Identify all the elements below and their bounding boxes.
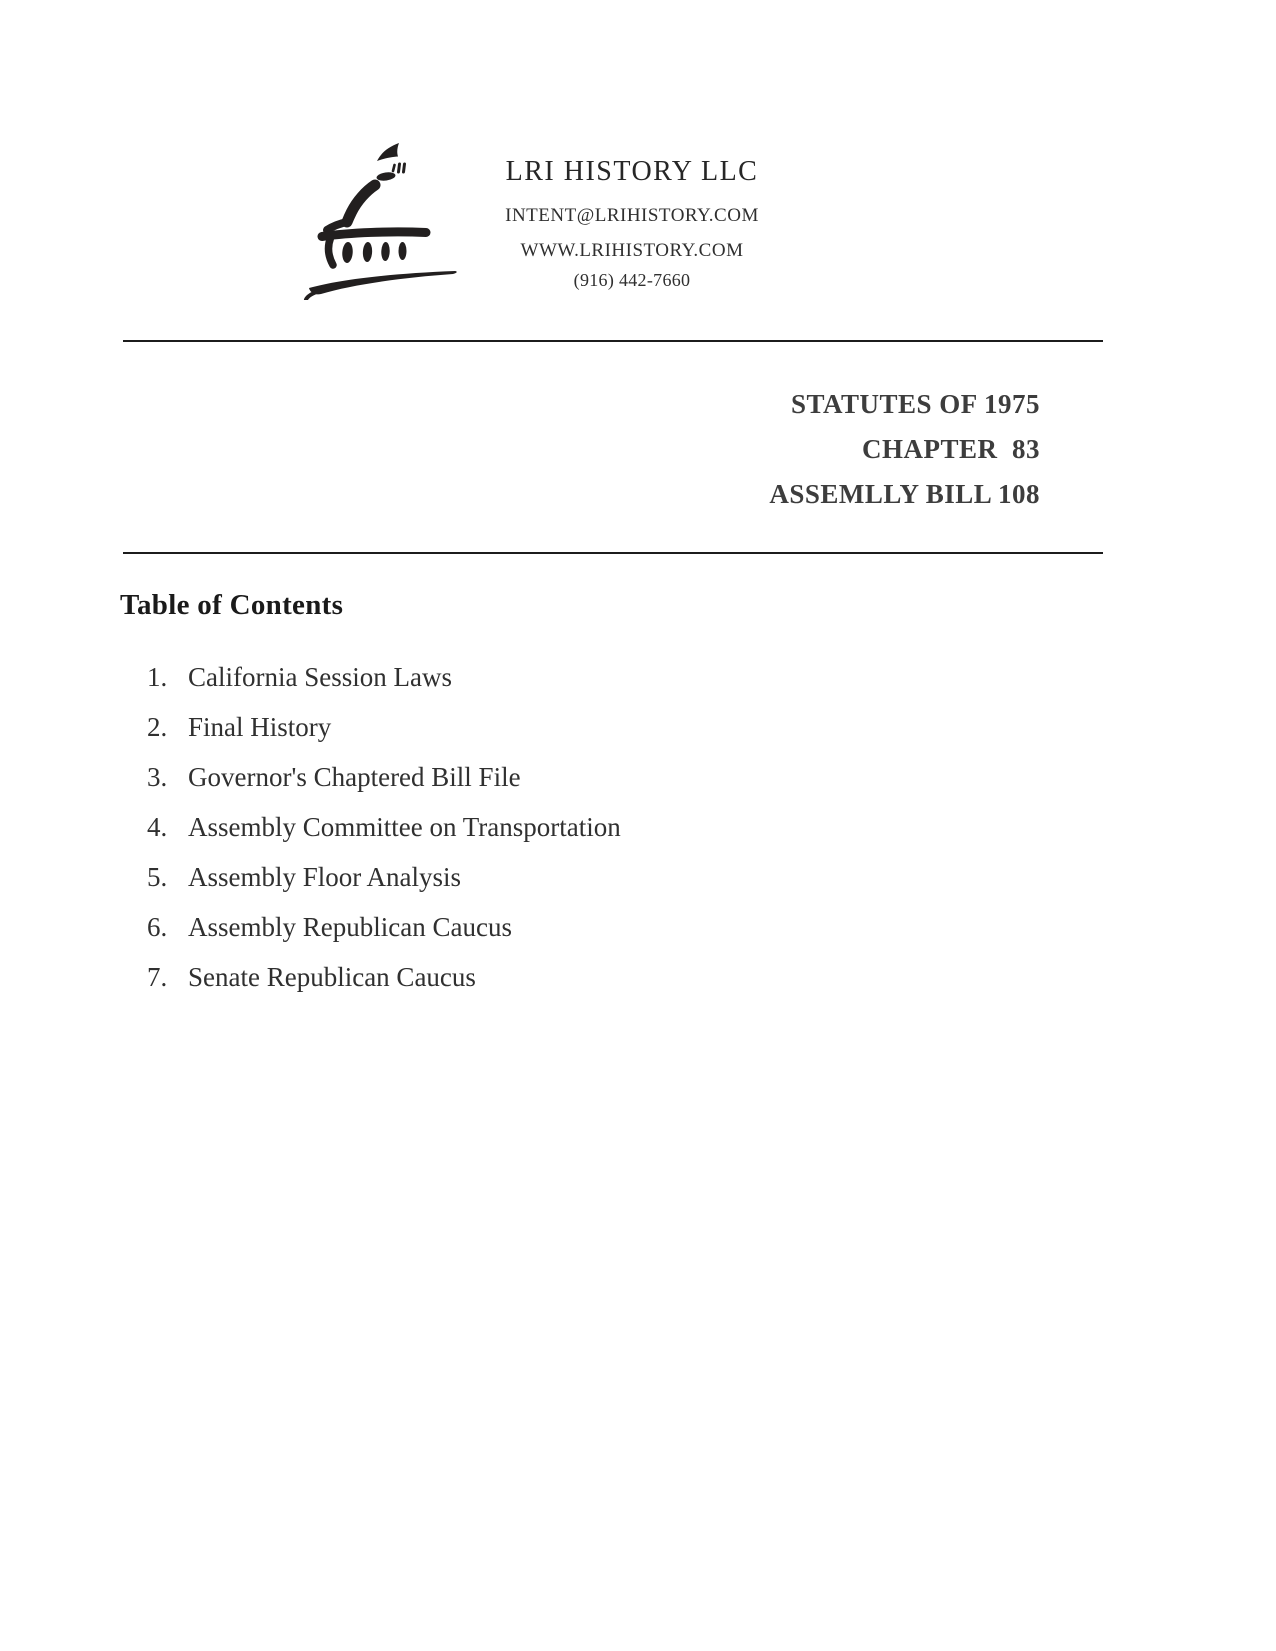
logo-column-dot [399, 242, 407, 260]
toc-item-number: 6. [147, 912, 168, 942]
logo-column-dot [362, 242, 372, 262]
chapter-line: CHAPTER 83 [861, 434, 1040, 464]
horizontal-rule-top [123, 340, 1103, 342]
bill-line: ASSEMLLY BILL 108 [769, 479, 1040, 509]
logo-flag [377, 143, 399, 161]
toc-list [0, 652, 1276, 1002]
toc-item-number: 4. [147, 812, 168, 842]
company-name: LRI HISTORY LLC [505, 156, 759, 187]
toc-item [0, 852, 1276, 902]
toc-item-label: Governor's Chaptered Bill File [188, 762, 521, 792]
logo-tick [393, 165, 395, 171]
logo-tick [399, 164, 400, 172]
logo-dome-stroke [347, 185, 375, 222]
statutes-line: STATUTES OF 1975 [790, 389, 1040, 419]
company-email: INTENT@LRIHISTORY.COM [505, 205, 759, 226]
company-phone: (916) 442-7660 [573, 270, 691, 290]
toc-item-label: Assembly Republican Caucus [188, 912, 512, 942]
toc-item-label: Assembly Floor Analysis [188, 862, 462, 892]
toc-item [0, 802, 1276, 852]
toc-item-label: California Session Laws [188, 662, 452, 692]
toc-item [0, 952, 1276, 1002]
logo-column-dot [342, 242, 354, 264]
toc-item-label: Assembly Committee on Transportation [188, 812, 621, 842]
toc-item-number: 2. [147, 712, 168, 742]
toc-item-label: Senate Republican Caucus [188, 962, 476, 992]
toc-item [0, 902, 1276, 952]
logo-base-hook [306, 291, 319, 300]
toc-heading: Table of Contents [120, 589, 344, 621]
capitol-dome-logo [295, 132, 463, 300]
toc-item-number: 5. [147, 862, 168, 892]
logo-colonnade-bar [322, 232, 426, 237]
bill-title-block [769, 382, 1040, 517]
logo-lantern [376, 171, 396, 182]
toc-item [0, 752, 1276, 802]
toc-item [0, 652, 1276, 702]
horizontal-rule-bottom [123, 552, 1103, 554]
logo-column-dot [381, 242, 390, 261]
logo-stem [328, 238, 333, 265]
logo-base-swoosh [309, 271, 457, 294]
toc-item [0, 702, 1276, 752]
company-website: WWW.LRIHISTORY.COM [520, 240, 744, 261]
toc-item-number: 3. [147, 762, 168, 792]
logo-dome-hook [327, 222, 347, 230]
toc-item-label: Final History [188, 712, 332, 742]
logo-tick [404, 164, 405, 172]
toc-item-number: 1. [147, 662, 168, 692]
toc-item-number: 7. [147, 962, 168, 992]
